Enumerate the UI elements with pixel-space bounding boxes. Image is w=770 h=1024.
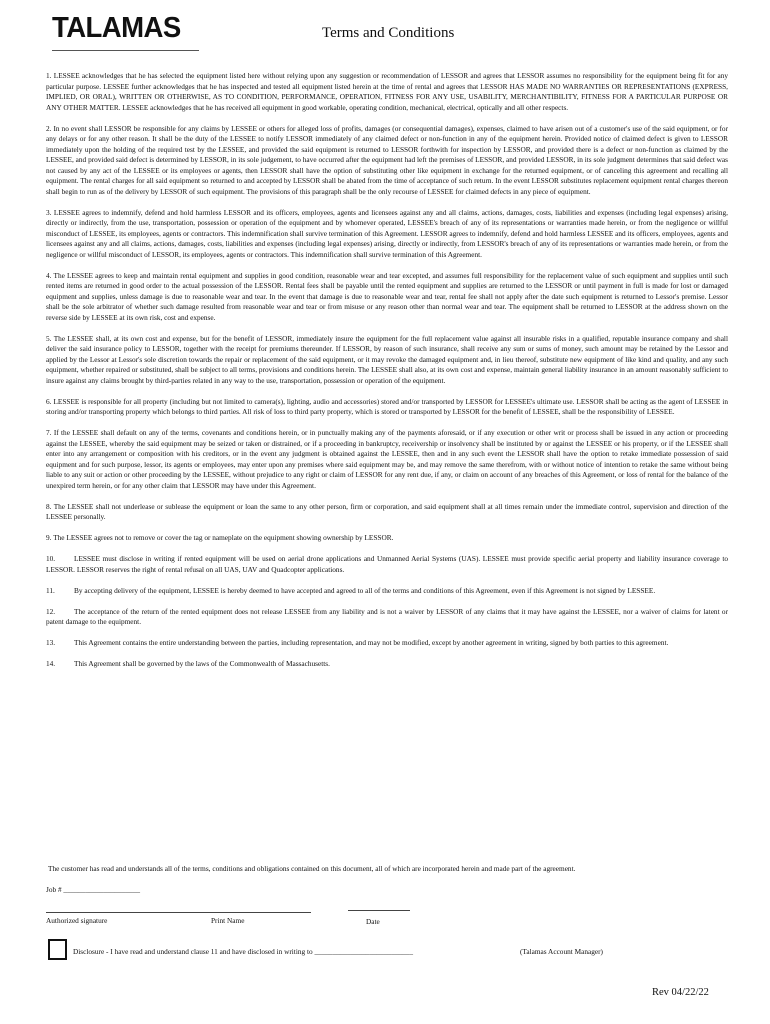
clause-text: This Agreement shall be governed by the laws of the Commonwealth of Massachusetts. bbox=[74, 659, 330, 668]
clause-7 bbox=[46, 428, 728, 491]
clause-3 bbox=[46, 208, 728, 261]
clause-number: 8. bbox=[46, 501, 52, 511]
clause-text: LESSEE must disclose in writing if rented equipment will be used on aerial drone applications and Unmanned Aerial Systems (UAS). LESSEE must provide specific aerial property and liability insurance coverage to LESSOR. LESSOR reserves the right of rental refusal on all UAS, UAV and Quadcopter applications. bbox=[46, 554, 728, 574]
clause-text: The LESSEE agrees to keep and maintain rental equipment and supplies in good condition, reasonable wear and tear excepted, and assumes full responsibility for the replacement value of such equipment and supplies until such rented items are returned in good order to the actual possession of the LESSOR. Rental fees shall be payable until the rented equipment and supplies are returned to the LESSOR or until payment in full is made for lost or damaged equipment and supplies, unless damage is due to reasonable wear and tear. In the event that damage is due to reasonable wear and tear, rental fee shall not apply after the date such equipment is returned to Lessor's premise. Lessor shall be the sole arbitrator of whether such damage resulted from reasonable wear and tear or from misuse or any reason other than normal wear and tear. The equipment shall be returned to LESSOR at the address shown on the reverse side by LESSEE at its own risk, cost and expense. bbox=[46, 270, 728, 322]
account-manager-label: (Talamas Account Manager) bbox=[520, 947, 603, 956]
clause-text: This Agreement contains the entire understanding between the parties, including representation, and may not be modified, except by another agreement in writing, signed by both parties to this agreement. bbox=[74, 638, 669, 647]
clause-text: If the LESSEE shall default on any of the terms, covenants and conditions herein, or in punctually making any of the payments aforesaid, or if any execution or other writ or process shall be issued in any action or proceeding against the LESSEE, whereby the said equipment may be seized or taken or distrained, or if a proceeding in bankruptcy, receivership or insolvency shall be instituted by or against the LESSEE or his property, or if the LESSEE shall enter into any arrangement or composition with his creditors, or in the event any judgment is obtained against the LESSEE, then and in any such event the LESSOR shall have the option to retake immediate possession of said equipment and for such purpose, lessor, its agents or employees, may enter upon any premises where said equipment may be, and may remove the same therefrom, with or without notice of intention to retake the same without being liable to any suit or action or other proceeding by the LESSEE, without prejudice to any right or claim of LESSOR for any rent due, if any, or claim on account of any breaches of this Agreement, or loss of rental for the balance of the unexpired term herein, or for any other claim that LESSOR may have under this Agreement. bbox=[46, 428, 728, 490]
clause-14 bbox=[46, 659, 728, 670]
company-logo: TALAMAS bbox=[52, 12, 181, 44]
clause-number: 5. bbox=[46, 333, 52, 343]
disclosure-text: Disclosure - I have read and understand clause 11 and have disclosed in writing to ___________________________ bbox=[73, 947, 413, 956]
logo-underline bbox=[52, 50, 199, 51]
clause-number: 13. bbox=[46, 638, 56, 647]
clause-text: The LESSEE shall, at its own cost and expense, but for the benefit of LESSOR, immediately insure the equipment for the full replacement value against all insurable risks in a qualified, reputable insurance company and shall deliver the said insurance policy to LESSOR, together with the receipt for premiums thereunder. If LESSOR, by reason of such insurance, shall receive any sum or sums of money, such amount may be retained by the Lessor and applied by the Lessor at Lessor's sole discretion towards the repair or replacement of the said equipment, or it may revoke the damaged equipment and, in lieu thereof, substitute new equipment of like kind and quality, and any such equipment, whether repaired or substituted, shall be subject to all terms, provisions and conditions herein. The LESSEE shall also, at its own cost and expense, maintain general liability insurance in an amount reasonably sufficient to insure against any claims brought by third-parties related in any way to the use, transportation, possession or operation of the equipment. bbox=[46, 333, 728, 385]
clause-4 bbox=[46, 271, 728, 324]
clause-number: 2. bbox=[46, 123, 52, 133]
clause-number: 4. bbox=[46, 270, 52, 280]
clause-text: The LESSEE agrees not to remove or cover the tag or nameplate on the equipment showing ownership by LESSOR. bbox=[53, 533, 394, 542]
clause-8 bbox=[46, 502, 728, 523]
clause-text: The LESSEE shall not underlease or sublease the equipment or loan the same to any other person, firm or corporation, and said equipment shall at all times remain under the immediate control, supervision and direction of the LESSEE personally. bbox=[46, 501, 728, 521]
page-title: Terms and Conditions bbox=[322, 25, 455, 41]
disclosure-checkbox[interactable] bbox=[48, 939, 67, 960]
signature-label: Authorized signature bbox=[46, 916, 108, 925]
clause-number: 14. bbox=[46, 659, 56, 668]
clause-text: The acceptance of the return of the rented equipment does not release LESSEE from any liability and is not a waiver by LESSOR of any claims that it may have against the LESSEE, nor a waiver of claims for latent or patent damage to the equipment. bbox=[46, 606, 728, 626]
clause-11 bbox=[46, 586, 728, 597]
clause-number: 12. bbox=[46, 606, 56, 616]
clause-text: In no event shall LESSOR be responsible for any claims by LESSEE or others for alleged loss of profits, damages (or consequential damages), expenses, claimed to have arisen out of a customer's use of the said equipment, or for any delays or for any other reason. It shall be the duty of the LESSEE to notify LESSOR immediately of any claimed defect or non-function in any of the equipment herein. Provided notice of claimed defect is given to LESSOR immediately upon the holding of the required test by the LESSEE, and provided the said equipment is returned to LESSOR forthwith for inspection by LESSOR, and provided there is a defect or non-function as claimed by the LESSEE, and provided said defect is determined by LESSOR, in its sole judgement, to have occurred after the equipment had left the premises of LESSOR, and provided LESSOR, in its sole judgment determines that said defect was not caused by any act of the LESSEE or its employees or agents, then LESSOR shall have the option of substituting other like equipment in exchange for the returned equipment, or of canceling this agreement and recalling all equipment. The rental charges for all said equipment so returned to and accepted by LESSOR shall be abated from the time of acceptance of such return. In the event LESSOR substitutes replacement equipment rental charges thereon shall begin to run as of the delivery by LESSOR of such equipment. The provisions of this paragraph shall be the only recourse of LESSEE for claimed defects in any piece of equipment. bbox=[46, 123, 728, 196]
clause-10 bbox=[46, 554, 728, 575]
clause-number: 10. bbox=[46, 554, 56, 563]
clause-text: By accepting delivery of the equipment, LESSEE is hereby deemed to have accepted and agreed to all of the terms and conditions of this Agreement, even if this Agreement is not signed by LESSEE. bbox=[74, 585, 656, 595]
clause-12 bbox=[46, 607, 728, 628]
clause-number: 6. bbox=[46, 396, 52, 406]
terms-clauses bbox=[46, 71, 728, 680]
clause-1 bbox=[46, 71, 728, 113]
clause-number: 11. bbox=[46, 585, 55, 595]
date-line[interactable] bbox=[348, 910, 410, 911]
clause-text: LESSEE acknowledges that he has selected the equipment listed here without relying upon any suggestion or recommendation of LESSOR and agrees that LESSOR assumes no responsibility for the equipment being fit for any particular purpose. LESSEE further acknowledges that he has inspected and tested all equipment listed herein at the time of rental and agrees that LESSOR HAS MADE NO WARRANTIES OR REPRESENTATIONS (EXPRESS, IMPLIED, OR ORAL), WRITTEN OR OTHERWISE, AS TO CONDITION, PERFORMANCE, OPERATION, FITNESS FOR ANY USE, USABILITY, MERCHANTIBILITY, FITNESS FOR A PARTICULAR PURPOSE OR ANY OTHER MATTER. LESSEE acknowledges that he has received all equipment in good workable, operating condition, mechanical, electrical, optically and all other respects. bbox=[46, 71, 729, 112]
clause-number: 7. bbox=[46, 428, 52, 437]
clause-2 bbox=[46, 124, 728, 198]
revision-label: Rev 04/22/22 bbox=[652, 987, 709, 998]
clause-text: LESSEE is responsible for all property (including but not limited to camera(s), lighting, audio and accessories) stored and/or transported by LESSOR for LESSEE's ultimate use. LESSOR shall be acting as the agent of LESSEE in storing and/or transporting property which belongs to third parties. All risk of loss to third party property, which is stored or transported by LESSOR for the benefit of LESSEE, shall be the responsibility of LESSEE. bbox=[46, 396, 729, 416]
signature-line[interactable] bbox=[46, 912, 311, 913]
acknowledgement-text: The customer has read and understands all of the terms, conditions and obligations contained on this document, all of which are incorporated herein and made part of the agreement. bbox=[48, 864, 576, 873]
date-label: Date bbox=[366, 917, 380, 926]
clause-5 bbox=[46, 334, 728, 387]
clause-text: LESSEE agrees to indemnify, defend and hold harmless LESSOR and its officers, employees, agents and licensees against any and all claims, actions, damages, costs, liabilities and expenses (including legal expenses) arising, directly or indirectly, from the use, transportation, possession or operation of the equipment and by whomever operated, LESSEE's breach of any of its representations or warranties made herein, or from the negligence or willful misconduct of LESSEE, its employees, agents or contractors. This indemnification shall survive termination of this Agreement. LESSOR agrees to indemnify, defend and hold harmless LESSEE and its officers, employees, agents and licensees against any and all claims, actions, damages, costs, liabilities and expenses (including legal expenses) arising, directly or indirectly, from LESSOR's breach of any of its representations or warranties made herein, or from the negligence or willful misconduct of LESSOR, its employees, agents or contractors. This indemnification shall survive termination of this Agreement. bbox=[46, 207, 728, 259]
clause-number: 3. bbox=[46, 207, 52, 217]
clause-number: 1. bbox=[46, 71, 52, 80]
clause-6 bbox=[46, 397, 728, 418]
clause-number: 9. bbox=[46, 533, 52, 542]
clause-13 bbox=[46, 638, 728, 649]
job-number-field[interactable]: Job # _____________________ bbox=[46, 885, 141, 894]
print-name-label: Print Name bbox=[211, 916, 245, 925]
clause-9 bbox=[46, 533, 728, 544]
